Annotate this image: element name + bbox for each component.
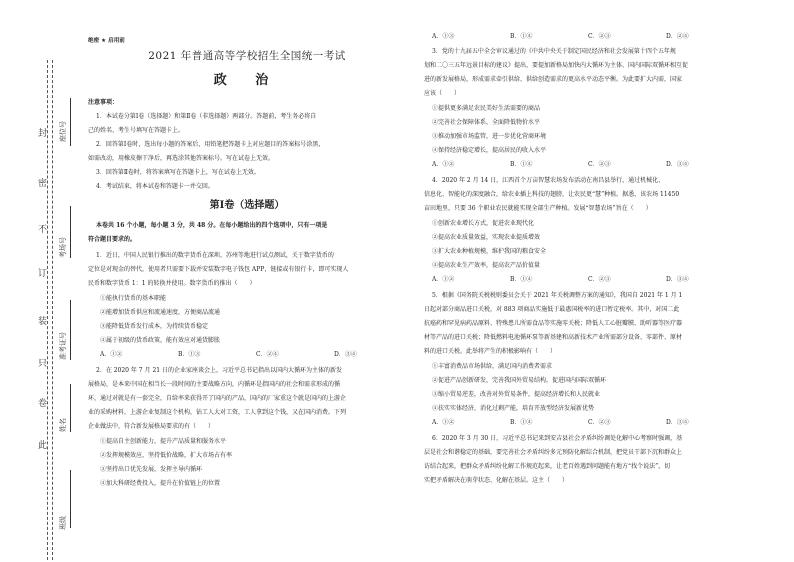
binding-char: 此 <box>36 440 46 450</box>
q5-stem: 5．根据《国务院关税税则委员会关于 2021 年关税调整方案的通知》，我国自 2021 年 1 月 1 <box>432 292 683 299</box>
q3-option: ④保持经济稳定增长，提高居民的收入水平 <box>432 147 547 154</box>
q1-option: ④属于初级的货币政策，能有效应对通货膨胀 <box>100 337 221 344</box>
q1-option: ①能执行货币的基本职能 <box>100 295 167 302</box>
binding-margin <box>0 0 84 562</box>
q5-option: ③缩小贸易逆差，改善对外贸易条件，提高经济增长和人民就业 <box>432 391 601 398</box>
exam-room-label: 考场号 <box>59 237 67 258</box>
notes-line: 4．考试结束，将本试卷和答题卡一并交回。 <box>96 183 214 190</box>
subject-title: 政 治 <box>213 73 281 88</box>
q5-choice-c: C．②③ <box>588 419 611 426</box>
q1-choice-c: C．②④ <box>256 351 279 358</box>
admission-ticket-label: 准考证号 <box>59 332 67 360</box>
notes-line: 1．本试卷分第Ⅰ卷（选择题）和第Ⅱ卷（非选择题）两部分。答题前，考生务必将自 <box>96 113 317 120</box>
q4-stem: 信息化、智能化的深度融合，给农业插上科技的翅膀，让农民更“慧”种植。据悉，该农场 11450 <box>424 191 680 198</box>
q4-stem: 亩田地里，只要 36 个职业农民就能实现全部生产种植。发展“智慧农场”旨在（ ） <box>424 205 652 212</box>
q4-option: ②提高农业质量效益，实现农业提质增效 <box>432 234 541 241</box>
name-label: 姓名 <box>59 418 67 432</box>
binding-char: 装 <box>36 316 46 326</box>
q3-choice-a: A．①② <box>432 161 455 168</box>
q4-option: ①创新农业增长方式，促进农业现代化 <box>432 220 535 227</box>
notes-line: 如需改动，用橡皮擦干净后，再选涂其他答案标号。写在试卷上无效。 <box>88 155 275 162</box>
seal-line-2 <box>52 60 53 560</box>
q1-stem: 民币和数字货币 1：1 的转换并使用。数字货币的推出（ ） <box>88 280 256 287</box>
binding-char: 不 <box>36 224 46 234</box>
q5-choice-a: A．①② <box>432 419 455 426</box>
q3-stem: 进的新发展格局，形成需求牵引供给、供给创造需求的更高水平动态平衡。为此要扩大内需，国家 <box>424 76 683 83</box>
notes-line: 3．回答第Ⅱ卷时，将答案填写在答题卡上，写在试卷上无效。 <box>96 169 260 176</box>
q3-option: ①提供更多满足农民美好生活需要的商品 <box>432 105 541 112</box>
q4-option: ③扩大农业种植规模，维护我国的粮食安全 <box>432 248 547 255</box>
q5-option: ①丰富消费品市场供给，满足国内消费者需求 <box>432 363 553 370</box>
q3-option: ③推动加强市场监管，进一步优化营商环境 <box>432 133 547 140</box>
q4-choice-a: A．①② <box>432 276 455 283</box>
notes-line: 己的姓名、考生号填写在答题卡上。 <box>88 127 185 134</box>
class-label: 班级 <box>59 516 67 530</box>
q6-stem: 实把矛盾解决在萌芽状态、化解在基层。这主（ ） <box>424 477 569 484</box>
q3-stem: 3．党的十九届五中全会审议通过的《中共中央关于制定国民经济和社会发展第十四个五年规 <box>432 48 676 55</box>
q1-stem: 1．近日，中国人民银行推出的数字货币在深圳、苏州等地进行试点测试，关于数字货币的 <box>96 252 334 259</box>
q6-stem: 访结合起来，把群众矛盾纠纷化解工作规范起来，让老百姓遇到问题能有地方“找个说法”，切 <box>424 463 671 470</box>
q2-option: ③坚持出口优先发展，发挥主导内循环 <box>100 466 203 473</box>
part1-intro: 符合题目要求的。 <box>88 236 137 243</box>
binding-char: 密 <box>36 178 46 188</box>
q1-option: ③能降低货币发行成本，为持续货币稳定 <box>100 323 209 330</box>
q4-choice-d: D．③④ <box>666 276 689 283</box>
exam-title: 2021 年普通高等学校招生全国统一考试 <box>148 50 346 62</box>
q2-stem: 2．在 2020 年 7 月 21 日的企业家座谈会上，习近平总书记指出以国内大循环为主体的新发 <box>96 367 342 374</box>
q2-choice-d: D．②④ <box>666 33 689 40</box>
part1-intro: 本卷共 16 个小题，每小题 3 分，共 48 分。在每小题给出的四个选项中，只有一项是 <box>96 222 328 229</box>
q2-option: ④加大科研经费投入，提升在价值链上的位置 <box>100 480 221 487</box>
q5-option: ④扶实实体经济，消化过剩产能，培育开放型经济发展新优势 <box>432 405 595 412</box>
binding-char: 封 <box>36 128 46 138</box>
q2-choice-c: C．②③ <box>588 33 611 40</box>
q5-stem: 料的进口关税。此举将产生的积极影响有（ ） <box>424 348 557 355</box>
admission-ticket-line <box>70 300 71 360</box>
secret-mark: 绝密 ★ 启用前 <box>88 38 125 44</box>
q4-choice-b: B．①④ <box>510 276 533 283</box>
q2-option: ①提高自主创新能力，提升产品质量和服务水平 <box>100 438 227 445</box>
q4-stem: 4．2020 年 2 月 14 日，江西首个万亩智慧农场发布活动在南昌县举行，通过机械化、 <box>432 177 665 184</box>
seat-number-line <box>70 98 71 146</box>
q4-choice-c: C．②③ <box>588 276 611 283</box>
seat-number-label: 座位号 <box>59 121 67 142</box>
q2-stem: 环，通过对就是有一套完全，自给率来获得开了国内的产品，国内的厂家重这个就是国内的上游企 <box>88 395 347 402</box>
q5-choice-d: D．③④ <box>666 419 689 426</box>
binding-char: 卷 <box>36 398 46 408</box>
name-line <box>70 384 71 432</box>
q4-option: ④提高农业生产效率，提高农产品价值量 <box>432 262 541 269</box>
q5-choice-b: B．①④ <box>510 419 533 426</box>
q2-stem: 企业做法中，符合新发展格局要求的有（ ） <box>88 423 215 430</box>
class-line <box>70 470 71 528</box>
notes-line: 2．回答第Ⅰ卷时，选出每小题的答案后，用铅笔把答题卡上对应题目的答案标号涂黑， <box>96 141 325 148</box>
q2-option: ②发挥规模效应，坚持低价战略，扩大市场占有率 <box>100 452 233 459</box>
q2-stem: 业的采购材料，上游企业复制这个机构，钻工人大对工资，工人拿到这个钱，又在国内消费。下列 <box>88 409 347 416</box>
q3-stem: 应该（ ） <box>424 90 461 97</box>
q1-choice-d: D．③④ <box>334 351 357 358</box>
q5-stem: 材等产品的进口关税；降低燃料电池循环泵等新基建和高新技术产业所需部分设备、零部件、原材 <box>424 334 683 341</box>
q1-stem: 定位是对现金的替代，使用者只需要下载并安装数字电子钱包 APP，链接或有银行卡，即可实现人 <box>88 266 349 273</box>
q6-stem: 层是社会和谐稳定的基础，要完善社会矛盾纠纷多元预防化解综合机制，把党员干部下沉和群众上 <box>424 449 683 456</box>
q3-stem: 划和二〇三五年远景目标的建议》提出，要提加新格局加快内大循环为主体、国内国际双循环相互促 <box>424 62 689 69</box>
q3-choice-d: D．③④ <box>666 161 689 168</box>
q5-stem: 抗癌药和罕见病药品原料、特殊患儿所需食品等实施零关税；降低人工心脏瓣膜、助听器等医疗器 <box>424 320 683 327</box>
q5-option: ②促进产品创新研发，完善我国外贸易结构，促进国内国际双循环 <box>432 377 607 384</box>
q1-choice-b: B．①③ <box>178 351 201 358</box>
binding-char: 订 <box>36 268 46 278</box>
q3-choice-b: B．①④ <box>510 161 533 168</box>
q6-stem: 6．2020 年 3 月 30 日，习近平总书记来到安吉县社会矛盾纠纷调处化解中心考察时强调，基 <box>432 435 683 442</box>
part1-title: 第Ⅰ卷（选择题） <box>209 200 285 211</box>
binding-char: 只 <box>36 358 46 368</box>
q1-choice-a: A．①② <box>100 351 123 358</box>
q3-choice-c: C．②③ <box>588 161 611 168</box>
q3-option: ②完善社会保障体系，全面降低物价水平 <box>432 119 541 126</box>
q2-choice-a: A．①③ <box>432 33 455 40</box>
notes-heading: 注意事项： <box>88 99 119 106</box>
q2-choice-b: B．①④ <box>510 33 533 40</box>
q5-stem: 日起对部分商品进口关税，对 883 项商品实施低于最惠国税率的进口暂定税率。其中，对国二此 <box>424 306 680 313</box>
exam-room-line <box>70 206 71 258</box>
q2-stem: 展格局，是本来中国在相当长一段时间的主要战略方向，内循环是指国内的社会和需求形成的循 <box>88 381 341 388</box>
q1-option: ②能增加货币供应和流通速度，方便商品流通 <box>100 309 221 316</box>
